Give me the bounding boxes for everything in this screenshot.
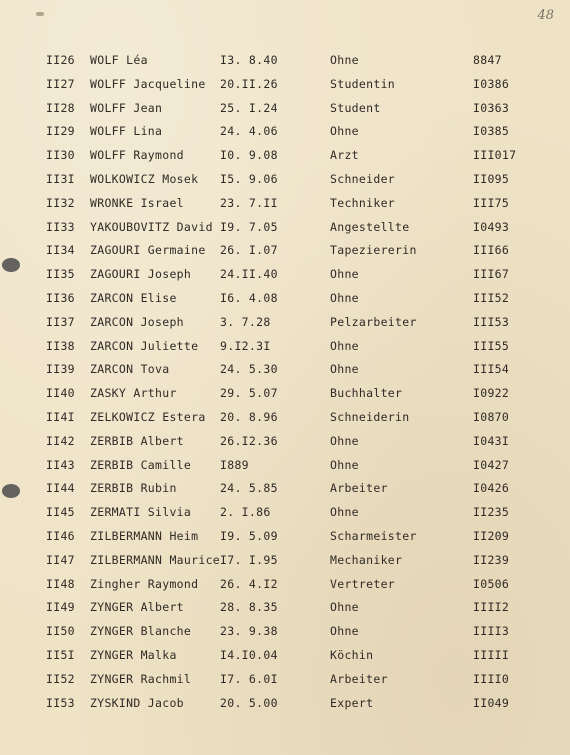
profession: Arbeiter: [330, 481, 388, 496]
record-id: I0506: [473, 576, 510, 591]
row-number: II28: [46, 100, 75, 115]
row-number: II26: [46, 53, 75, 67]
row-number: II33: [46, 219, 75, 234]
profession: Schneiderin: [330, 409, 410, 424]
row-number: II32: [46, 195, 75, 210]
list-row: [0, 311, 570, 335]
list-row: [0, 501, 570, 525]
list-row: [0, 73, 570, 97]
profession: Student: [330, 100, 381, 115]
profession: Scharmeister: [330, 528, 417, 543]
person-name: WOLFF Lina: [90, 124, 163, 139]
row-number: II53: [46, 695, 75, 710]
list-row: [0, 120, 570, 144]
birth-date: I3. 8.40: [220, 53, 278, 67]
person-name: ZILBERMANN Heim: [90, 528, 199, 543]
row-number: II49: [46, 600, 75, 615]
birth-date: I9. 5.09: [220, 528, 278, 543]
person-name: ZARCON Joseph: [90, 314, 184, 329]
list-row: [0, 477, 570, 501]
person-name: WOLF Léa: [90, 53, 148, 67]
record-id: I0363: [473, 100, 510, 115]
birth-date: I4.I0.04: [220, 647, 278, 662]
record-id: III67: [473, 267, 510, 282]
record-id: II209: [473, 528, 510, 543]
record-id: III66: [473, 243, 510, 258]
birth-date: 24.II.40: [220, 267, 278, 282]
person-name: Zingher Raymond: [90, 576, 199, 591]
birth-date: 29. 5.07: [220, 386, 278, 401]
list-row: [0, 49, 570, 73]
list-row: [0, 168, 570, 192]
row-number: II5I: [46, 647, 75, 662]
list-row: [0, 620, 570, 644]
profession: Ohne: [330, 267, 359, 282]
list-row: [0, 525, 570, 549]
row-number: II50: [46, 624, 75, 639]
name-list: [0, 49, 570, 715]
row-number: II30: [46, 148, 75, 163]
list-row: [0, 192, 570, 216]
profession: Ohne: [330, 624, 359, 639]
record-id: I0426: [473, 481, 510, 496]
person-name: ZARCON Elise: [90, 290, 177, 305]
person-name: ZASKY Arthur: [90, 386, 177, 401]
profession: Arbeiter: [330, 671, 388, 686]
birth-date: 26.I2.36: [220, 433, 278, 448]
birth-date: 24. 4.06: [220, 124, 278, 139]
row-number: II40: [46, 386, 75, 401]
person-name: ZERBIB Camille: [90, 457, 192, 472]
birth-date: 3. 7.28: [220, 314, 271, 329]
profession: Ohne: [330, 457, 359, 472]
profession: Ohne: [330, 433, 359, 448]
record-id: III52: [473, 290, 510, 305]
paper-mark: [36, 12, 44, 16]
person-name: ZYNGER Blanche: [90, 624, 192, 639]
list-row: [0, 287, 570, 311]
record-id: 8847: [473, 53, 502, 67]
birth-date: 23. 9.38: [220, 624, 278, 639]
profession: Ohne: [330, 505, 359, 520]
record-id: III017: [473, 148, 517, 163]
record-id: III55: [473, 338, 510, 353]
list-row: [0, 430, 570, 454]
row-number: II29: [46, 124, 75, 139]
birth-date: I9. 7.05: [220, 219, 278, 234]
person-name: WOLFF Raymond: [90, 148, 184, 163]
row-number: II39: [46, 362, 75, 377]
birth-date: 25. I.24: [220, 100, 278, 115]
birth-date: 26. 4.I2: [220, 576, 278, 591]
birth-date: 28. 8.35: [220, 600, 278, 615]
record-id: I043I: [473, 433, 510, 448]
record-id: I0427: [473, 457, 510, 472]
profession: Arzt: [330, 148, 359, 163]
person-name: ZARCON Tova: [90, 362, 170, 377]
record-id: I0922: [473, 386, 510, 401]
person-name: WOLKOWICZ Mosek: [90, 171, 199, 186]
row-number: II27: [46, 76, 75, 91]
record-id: IIII2: [473, 600, 510, 615]
profession: Expert: [330, 695, 374, 710]
profession: Ohne: [330, 338, 359, 353]
person-name: ZYNGER Rachmil: [90, 671, 192, 686]
profession: Ohne: [330, 290, 359, 305]
record-id: I0493: [473, 219, 510, 234]
row-number: II46: [46, 528, 75, 543]
person-name: ZERMATI Silvia: [90, 505, 192, 520]
row-number: II45: [46, 505, 75, 520]
list-row: [0, 216, 570, 240]
birth-date: I7. I.95: [220, 552, 278, 567]
profession: Vertreter: [330, 576, 396, 591]
row-number: II34: [46, 243, 75, 258]
profession: Ohne: [330, 362, 359, 377]
profession: Mechaniker: [330, 552, 403, 567]
birth-date: I0. 9.08: [220, 148, 278, 163]
person-name: ZYNGER Albert: [90, 600, 184, 615]
person-name: YAKOUBOVITZ David: [90, 219, 213, 234]
list-row: [0, 263, 570, 287]
person-name: WOLFF Jean: [90, 100, 163, 115]
row-number: II42: [46, 433, 75, 448]
row-number: II48: [46, 576, 75, 591]
profession: Angestellte: [330, 219, 410, 234]
record-id: III75: [473, 195, 510, 210]
birth-date: I6. 4.08: [220, 290, 278, 305]
list-row: [0, 573, 570, 597]
page-corner-annotation: 48: [537, 8, 554, 23]
row-number: II36: [46, 290, 75, 305]
list-row: [0, 596, 570, 620]
list-row: [0, 97, 570, 121]
birth-date: 2. I.86: [220, 505, 271, 520]
record-id: IIII3: [473, 624, 510, 639]
profession: Studentin: [330, 76, 396, 91]
profession: Buchhalter: [330, 386, 403, 401]
list-row: [0, 358, 570, 382]
birth-date: I5. 9.06: [220, 171, 278, 186]
profession: Schneider: [330, 171, 396, 186]
list-row: [0, 239, 570, 263]
person-name: ZARCON Juliette: [90, 338, 199, 353]
row-number: II38: [46, 338, 75, 353]
record-id: II239: [473, 552, 510, 567]
list-row: [0, 406, 570, 430]
row-number: II4I: [46, 409, 75, 424]
birth-date: 24. 5.30: [220, 362, 278, 377]
person-name: ZYNGER Malka: [90, 647, 177, 662]
row-number: II47: [46, 552, 75, 567]
row-number: II35: [46, 267, 75, 282]
list-row: [0, 335, 570, 359]
person-name: ZELKOWICZ Estera: [90, 409, 206, 424]
profession: Tapeziererin: [330, 243, 417, 258]
person-name: ZAGOURI Joseph: [90, 267, 192, 282]
record-id: II049: [473, 695, 510, 710]
record-id: II235: [473, 505, 510, 520]
profession: Ohne: [330, 600, 359, 615]
birth-date: 20.II.26: [220, 76, 278, 91]
record-id: I0386: [473, 76, 510, 91]
person-name: WRONKE Israel: [90, 195, 184, 210]
list-row: [0, 692, 570, 716]
profession: Köchin: [330, 647, 374, 662]
person-name: ZERBIB Albert: [90, 433, 184, 448]
profession: Pelzarbeiter: [330, 314, 417, 329]
profession: Ohne: [330, 124, 359, 139]
row-number: II3I: [46, 171, 75, 186]
record-id: II095: [473, 171, 510, 186]
birth-date: I889: [220, 457, 249, 472]
row-number: II43: [46, 457, 75, 472]
birth-date: 9.I2.3I: [220, 338, 271, 353]
person-name: WOLFF Jacqueline: [90, 76, 206, 91]
profession: Ohne: [330, 53, 359, 67]
row-number: II37: [46, 314, 75, 329]
list-row: [0, 382, 570, 406]
list-row: [0, 644, 570, 668]
person-name: ZERBIB Rubin: [90, 481, 177, 496]
record-id: IIII0: [473, 671, 510, 686]
record-id: III54: [473, 362, 510, 377]
person-name: ZILBERMANN Maurice: [90, 552, 221, 567]
birth-date: 20. 8.96: [220, 409, 278, 424]
person-name: ZAGOURI Germaine: [90, 243, 206, 258]
row-number: II52: [46, 671, 75, 686]
list-row: [0, 668, 570, 692]
record-id: III53: [473, 314, 510, 329]
row-number: II44: [46, 481, 75, 496]
birth-date: 20. 5.00: [220, 695, 278, 710]
birth-date: I7. 6.0I: [220, 671, 278, 686]
record-id: IIIII: [473, 647, 510, 662]
list-row: [0, 549, 570, 573]
birth-date: 23. 7.II: [220, 195, 278, 210]
record-id: I0385: [473, 124, 510, 139]
birth-date: 24. 5.85: [220, 481, 278, 496]
profession: Techniker: [330, 195, 396, 210]
list-row: [0, 454, 570, 478]
person-name: ZYSKIND Jacob: [90, 695, 184, 710]
list-row: [0, 144, 570, 168]
birth-date: 26. I.07: [220, 243, 278, 258]
record-id: I0870: [473, 409, 510, 424]
